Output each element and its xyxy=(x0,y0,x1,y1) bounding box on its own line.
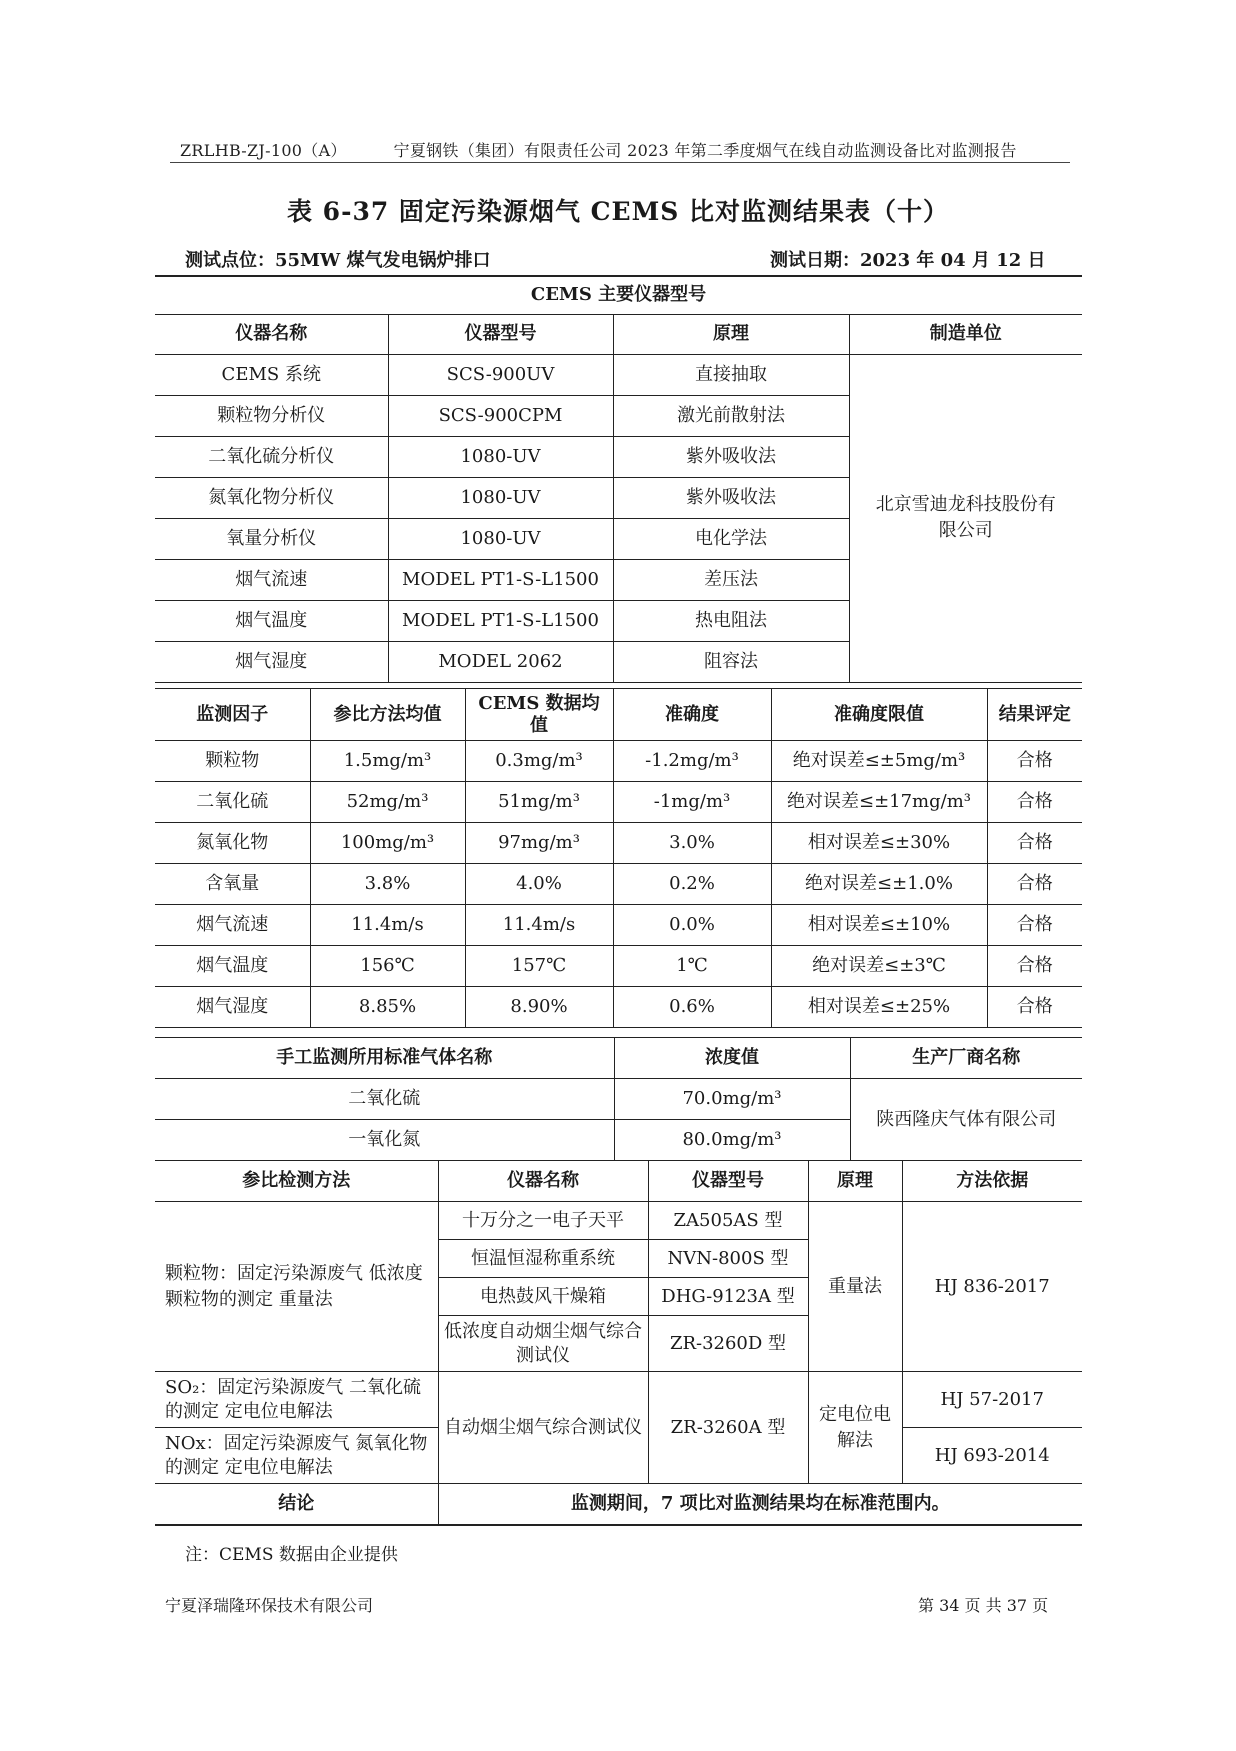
factor: 氮氧化物 xyxy=(155,823,310,864)
report-header xyxy=(180,138,1017,161)
reference-method-table xyxy=(155,1160,1082,1526)
col-header: 仪器名称 xyxy=(155,314,388,354)
col-header: 浓度值 xyxy=(614,1038,850,1079)
col-header: 仪器名称 xyxy=(438,1161,648,1202)
cems-mean: 4.0% xyxy=(465,864,613,905)
ref-mean: 1.5mg/m³ xyxy=(310,741,465,782)
gas-method-model: ZR-3260A 型 xyxy=(648,1372,808,1484)
col-header: 原理 xyxy=(808,1161,902,1202)
col-header: 参比检测方法 xyxy=(155,1161,438,1202)
accuracy-limit: 绝对误差≤±17mg/m³ xyxy=(771,782,987,823)
col-header: 监测因子 xyxy=(155,689,310,741)
cems-mean: 0.3mg/m³ xyxy=(465,741,613,782)
col-header: 制造单位 xyxy=(849,314,1082,354)
instrument-name: 二氧化硫分析仪 xyxy=(155,436,388,477)
factor: 烟气温度 xyxy=(155,946,310,987)
accuracy: 0.0% xyxy=(613,905,771,946)
instrument-principle: 电化学法 xyxy=(613,518,849,559)
instrument-model: 1080-UV xyxy=(388,477,613,518)
col-header: 手工监测所用标准气体名称 xyxy=(155,1038,614,1079)
col-header: CEMS 数据均值 xyxy=(465,689,613,741)
col-header: 参比方法均值 xyxy=(310,689,465,741)
factor: 含氧量 xyxy=(155,864,310,905)
cems-mean: 97mg/m³ xyxy=(465,823,613,864)
accuracy-limit: 相对误差≤±25% xyxy=(771,987,987,1028)
method-model: ZR-3260D 型 xyxy=(648,1316,808,1372)
col-header: 生产厂商名称 xyxy=(850,1038,1082,1079)
method-instrument: 低浓度自动烟尘烟气综合测试仪 xyxy=(438,1316,648,1372)
results-table xyxy=(155,688,1082,1028)
result: 合格 xyxy=(987,741,1082,782)
manufacturer: 北京雪迪龙科技股份有限公司 xyxy=(849,354,1082,682)
method-model: ZA505AS 型 xyxy=(648,1202,808,1240)
method-instrument: 恒温恒湿称重系统 xyxy=(438,1240,648,1278)
cems-mean: 157℃ xyxy=(465,946,613,987)
ref-mean: 52mg/m³ xyxy=(310,782,465,823)
col-header: 结果评定 xyxy=(987,689,1082,741)
ref-mean: 156℃ xyxy=(310,946,465,987)
test-point: 测试点位：55MW 煤气发电锅炉排口 xyxy=(185,250,491,271)
factor: 颗粒物 xyxy=(155,741,310,782)
ref-mean: 3.8% xyxy=(310,864,465,905)
cems-mean: 11.4m/s xyxy=(465,905,613,946)
instrument-model: MODEL PT1-S-L1500 xyxy=(388,559,613,600)
conclusion-text: 监测期间，7 项比对监测结果均在标准范围内。 xyxy=(438,1484,1082,1525)
nox-method: NOx：固定污染源废气 氮氧化物的测定 定电位电解法 xyxy=(155,1428,438,1484)
gas-concentration: 80.0mg/m³ xyxy=(614,1120,850,1161)
instrument-model: MODEL 2062 xyxy=(388,641,613,682)
factor: 二氧化硫 xyxy=(155,782,310,823)
header-divider xyxy=(170,162,1070,163)
page-number: 第 34 页 共 37 页 xyxy=(918,1596,1049,1615)
accuracy: 0.6% xyxy=(613,987,771,1028)
instrument-name: 烟气湿度 xyxy=(155,641,388,682)
instrument-model: 1080-UV xyxy=(388,518,613,559)
accuracy-limit: 绝对误差≤±3℃ xyxy=(771,946,987,987)
accuracy: 1℃ xyxy=(613,946,771,987)
instrument-name: 氮氧化物分析仪 xyxy=(155,477,388,518)
nox-basis: HJ 693-2014 xyxy=(902,1428,1082,1484)
standard-gas-table xyxy=(155,1037,1082,1161)
col-header: 准确度 xyxy=(613,689,771,741)
accuracy: 0.2% xyxy=(613,864,771,905)
method-instrument: 电热鼓风干燥箱 xyxy=(438,1278,648,1316)
result: 合格 xyxy=(987,782,1082,823)
doc-code: ZRLHB-ZJ-100（A） xyxy=(180,141,347,160)
gas-maker: 陕西隆庆气体有限公司 xyxy=(850,1079,1082,1161)
accuracy: -1.2mg/m³ xyxy=(613,741,771,782)
instrument-principle: 阻容法 xyxy=(613,641,849,682)
col-header: 仪器型号 xyxy=(388,314,613,354)
instrument-principle: 紫外吸收法 xyxy=(613,477,849,518)
cems-section-title: CEMS 主要仪器型号 xyxy=(155,276,1082,314)
col-header: 仪器型号 xyxy=(648,1161,808,1202)
instrument-principle: 紫外吸收法 xyxy=(613,436,849,477)
instrument-name: 颗粒物分析仪 xyxy=(155,395,388,436)
ref-mean: 100mg/m³ xyxy=(310,823,465,864)
footnote: 注：CEMS 数据由企业提供 xyxy=(185,1545,398,1565)
gas-name: 二氧化硫 xyxy=(155,1079,614,1120)
instrument-name: 烟气温度 xyxy=(155,600,388,641)
ref-mean: 8.85% xyxy=(310,987,465,1028)
accuracy-limit: 绝对误差≤±1.0% xyxy=(771,864,987,905)
gas-concentration: 70.0mg/m³ xyxy=(614,1079,850,1120)
cems-mean: 8.90% xyxy=(465,987,613,1028)
report-title: 宁夏钢铁（集团）有限责任公司 2023 年第二季度烟气在线自动监测设备比对监测报告 xyxy=(393,141,1017,160)
test-date: 测试日期：2023 年 04 月 12 日 xyxy=(770,250,1046,271)
method-instrument: 十万分之一电子天平 xyxy=(438,1202,648,1240)
instrument-principle: 热电阻法 xyxy=(613,600,849,641)
instrument-model: SCS-900CPM xyxy=(388,395,613,436)
instrument-name: 氧量分析仪 xyxy=(155,518,388,559)
accuracy: 3.0% xyxy=(613,823,771,864)
pm-method: 颗粒物：固定污染源废气 低浓度颗粒物的测定 重量法 xyxy=(155,1202,438,1372)
footer-company: 宁夏泽瑞隆环保技术有限公司 xyxy=(165,1596,374,1615)
result: 合格 xyxy=(987,823,1082,864)
accuracy-limit: 相对误差≤±10% xyxy=(771,905,987,946)
factor: 烟气流速 xyxy=(155,905,310,946)
pm-basis: HJ 836-2017 xyxy=(902,1202,1082,1372)
cems-instrument-table xyxy=(155,275,1082,683)
result: 合格 xyxy=(987,946,1082,987)
instrument-name: CEMS 系统 xyxy=(155,354,388,395)
gas-method-principle: 定电位电解法 xyxy=(808,1372,902,1484)
instrument-model: MODEL PT1-S-L1500 xyxy=(388,600,613,641)
accuracy-limit: 绝对误差≤±5mg/m³ xyxy=(771,741,987,782)
so2-basis: HJ 57-2017 xyxy=(902,1372,1082,1428)
method-model: DHG-9123A 型 xyxy=(648,1278,808,1316)
instrument-principle: 直接抽取 xyxy=(613,354,849,395)
result: 合格 xyxy=(987,864,1082,905)
result: 合格 xyxy=(987,987,1082,1028)
cems-mean: 51mg/m³ xyxy=(465,782,613,823)
col-header: 方法依据 xyxy=(902,1161,1082,1202)
result: 合格 xyxy=(987,905,1082,946)
ref-mean: 11.4m/s xyxy=(310,905,465,946)
instrument-principle: 激光前散射法 xyxy=(613,395,849,436)
gas-method-instrument: 自动烟尘烟气综合测试仪 xyxy=(438,1372,648,1484)
col-header: 准确度限值 xyxy=(771,689,987,741)
instrument-principle: 差压法 xyxy=(613,559,849,600)
so2-method: SO₂：固定污染源废气 二氧化硫的测定 定电位电解法 xyxy=(155,1372,438,1428)
pm-principle: 重量法 xyxy=(808,1202,902,1372)
gas-name: 一氧化氮 xyxy=(155,1120,614,1161)
col-header: 原理 xyxy=(613,314,849,354)
instrument-model: 1080-UV xyxy=(388,436,613,477)
method-model: NVN-800S 型 xyxy=(648,1240,808,1278)
accuracy: -1mg/m³ xyxy=(613,782,771,823)
factor: 烟气湿度 xyxy=(155,987,310,1028)
instrument-model: SCS-900UV xyxy=(388,354,613,395)
conclusion-label: 结论 xyxy=(155,1484,438,1525)
accuracy-limit: 相对误差≤±30% xyxy=(771,823,987,864)
instrument-name: 烟气流速 xyxy=(155,559,388,600)
table-title: 表 6-37 固定污染源烟气 CEMS 比对监测结果表（十） xyxy=(286,197,950,226)
